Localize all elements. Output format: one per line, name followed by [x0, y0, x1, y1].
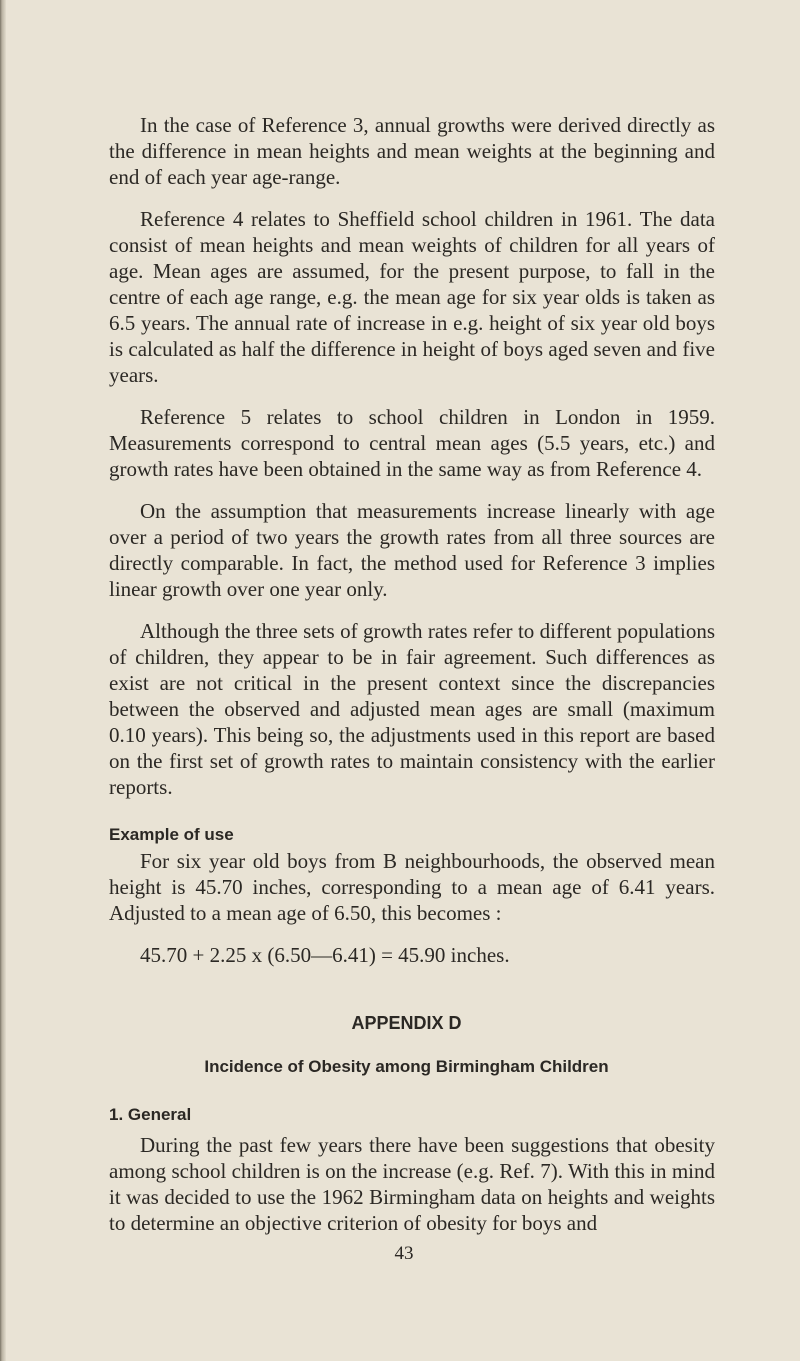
paragraph-reference-5: Reference 5 relates to school children in London in 1959. Measurements correspond to central mean ages (5.5 years, etc.) and growth rates have been obtained in the same way as from Reference 4.: [109, 405, 715, 481]
paragraph-growth-rates: Although the three sets of growth rates refer to different populations of children, they appear to be in fair agreement. Such differences as exist are not critical in the present context since the discrepancies between the observed and adjusted mean ages are small (maximum 0.10 years). This being so, the adjustments used in this report are based on the first set of growth rates to maintain consistency with the earlier reports.: [109, 619, 715, 799]
document-page: [109, 112, 715, 1266]
example-paragraph: For six year old boys from B neighbourhoods, the observed mean height is 45.70 inches, corresponding to a mean age of 6.41 years. Adjusted to a mean age of 6.50, this becomes :: [109, 849, 715, 925]
paragraph-reference-4: Reference 4 relates to Sheffield school children in 1961. The data consist of mean heights and mean weights of children for all years of age. Mean ages are assumed, for the present purpose, to fall in the centre of each age range, e.g. the mean age for six year olds is taken as 6.5 years. The annual rate of increase in e.g. height of six year old boys is calculated as half the difference in height of boys aged seven and five years.: [109, 207, 715, 387]
example-heading: Example of use: [109, 825, 234, 844]
example-equation: 45.70 + 2.25 x (6.50—6.41) = 45.90 inches.: [140, 943, 510, 967]
section-heading-general: 1. General: [109, 1105, 192, 1124]
page-binding-edge: [0, 0, 6, 1361]
appendix-heading: APPENDIX D: [351, 1013, 462, 1033]
general-paragraph: During the past few years there have been suggestions that obesity among school children is on the increase (e.g. Ref. 7). With this in mind it was decided to use the 1962 Birmingham data on heights and weights to determine an objective criterion of obesity for boys and: [109, 1133, 715, 1235]
paragraph-reference-3: In the case of Reference 3, annual growths were derived directly as the difference in mean heights and mean weights at the beginning and end of each year age-range.: [109, 113, 715, 189]
paragraph-linear-assumption: On the assumption that measurements increase linearly with age over a period of two years the growth rates from all three sources are directly comparable. In fact, the method used for Reference 3 implies linear growth over one year only.: [109, 499, 715, 601]
appendix-subheading: Incidence of Obesity among Birmingham Children: [204, 1057, 609, 1076]
page-number: 43: [394, 1243, 414, 1264]
